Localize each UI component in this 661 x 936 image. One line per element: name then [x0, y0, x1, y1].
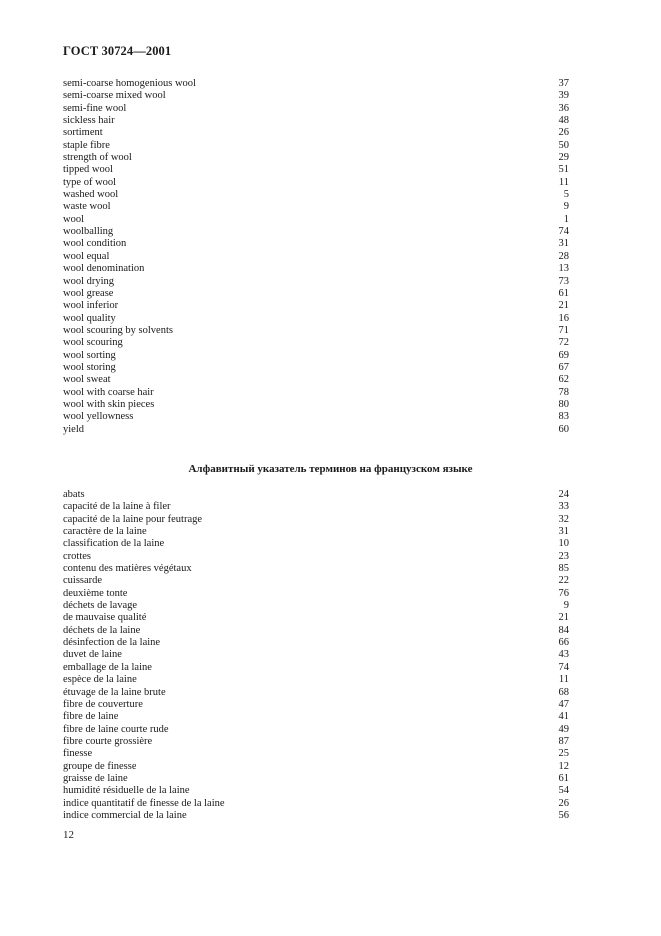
index-entry	[63, 798, 569, 810]
index-term: wool grease	[63, 287, 114, 299]
index-entry	[63, 588, 569, 600]
index-entry	[63, 201, 569, 213]
index-entry	[63, 687, 569, 699]
index-page-ref: 61	[558, 772, 569, 784]
index-term: indice commercial de la laine	[63, 809, 187, 821]
index-entry	[63, 489, 569, 501]
index-entry	[63, 276, 569, 288]
index-entry	[63, 637, 569, 649]
index-page-ref: 62	[558, 374, 569, 386]
index-entry	[63, 177, 569, 189]
index-term: wool condition	[63, 238, 127, 250]
index-term: yield	[63, 423, 84, 435]
index-term: type of wool	[63, 176, 117, 188]
index-entry	[63, 773, 569, 785]
index-entry	[63, 551, 569, 563]
index-term: crottes	[63, 550, 91, 562]
index-entry	[63, 313, 569, 325]
index-entry	[63, 140, 569, 152]
index-page-ref: 47	[558, 698, 569, 710]
index-entry	[63, 411, 569, 423]
index-term: wool sweat	[63, 374, 111, 386]
index-term: humidité résiduelle de la laine	[63, 785, 190, 797]
index-page-ref: 1	[563, 213, 569, 225]
index-page-ref: 68	[558, 686, 569, 698]
index-page-ref: 11	[558, 176, 569, 188]
index-page-ref: 37	[558, 78, 569, 89]
index-page-ref: 74	[558, 226, 569, 238]
index-term: duvet de laine	[63, 649, 122, 661]
index-page-ref: 39	[558, 90, 569, 102]
index-entry	[63, 724, 569, 736]
index-page-ref: 85	[558, 563, 569, 575]
index-term: classification de la laine	[63, 538, 165, 550]
index-term: wool inferior	[63, 300, 119, 312]
index-term: wool quality	[63, 312, 116, 324]
index-entry	[63, 164, 569, 176]
index-entry	[63, 674, 569, 686]
index-term: wool scouring by solvents	[63, 324, 173, 336]
index-entry	[63, 514, 569, 526]
index-page-ref: 84	[558, 624, 569, 636]
index-term: fibre de laine courte rude	[63, 723, 169, 735]
index-entry	[63, 785, 569, 797]
index-entry	[63, 387, 569, 399]
index-entry	[63, 711, 569, 723]
index-entry	[63, 325, 569, 337]
index-entry	[63, 538, 569, 550]
index-page-ref: 9	[563, 201, 569, 213]
index-entry	[63, 337, 569, 349]
index-term: étuvage de la laine brute	[63, 686, 166, 698]
index-page-ref: 23	[558, 550, 569, 562]
index-entry	[63, 103, 569, 115]
index-page-ref: 29	[558, 152, 569, 164]
index-page-ref: 25	[558, 748, 569, 760]
index-page-ref: 54	[558, 785, 569, 797]
index-entry	[63, 625, 569, 637]
index-entry	[63, 362, 569, 374]
index-term: wool storing	[63, 361, 116, 373]
index-page-ref: 33	[558, 501, 569, 513]
index-page-ref: 26	[558, 797, 569, 809]
index-term: abats	[63, 489, 85, 500]
index-term: wool with coarse hair	[63, 386, 154, 398]
index-term: sortiment	[63, 127, 103, 139]
index-page-ref: 72	[558, 337, 569, 349]
index-page-ref: 69	[558, 349, 569, 361]
index-term: capacité de la laine pour feutrage	[63, 513, 203, 525]
index-page-ref: 12	[558, 760, 569, 772]
index-entry	[63, 612, 569, 624]
index-page-ref: 71	[558, 324, 569, 336]
index-term: finesse	[63, 748, 93, 760]
index-term: cuissarde	[63, 575, 103, 587]
index-page-ref: 13	[558, 263, 569, 275]
index-entry	[63, 189, 569, 201]
index-page-ref: 48	[558, 115, 569, 127]
index-term: semi-coarse homogenious wool	[63, 78, 196, 89]
index-entry	[63, 226, 569, 238]
index-entry	[63, 214, 569, 226]
index-entry	[63, 263, 569, 275]
index-entry	[63, 374, 569, 386]
index-page-ref: 36	[558, 102, 569, 114]
index-page-ref: 50	[558, 139, 569, 151]
index-term: groupe de finesse	[63, 760, 137, 772]
index-term: fibre de couverture	[63, 698, 143, 710]
english-term-index	[63, 78, 569, 436]
index-term: de mauvaise qualité	[63, 612, 147, 624]
index-term: contenu des matières végétaux	[63, 563, 192, 575]
index-term: wool scouring	[63, 337, 123, 349]
index-term: washed wool	[63, 189, 119, 201]
index-term: déchets de la laine	[63, 624, 141, 636]
index-page-ref: 26	[558, 127, 569, 139]
index-entry	[63, 600, 569, 612]
index-term: espèce de la laine	[63, 674, 137, 686]
index-entry	[63, 424, 569, 436]
index-entry	[63, 300, 569, 312]
index-page-ref: 21	[558, 612, 569, 624]
index-entry	[63, 810, 569, 822]
index-entry	[63, 649, 569, 661]
index-page-ref: 24	[558, 489, 569, 500]
index-term: graisse de laine	[63, 772, 128, 784]
index-entry	[63, 736, 569, 748]
index-entry	[63, 350, 569, 362]
index-term: fibre courte grossière	[63, 735, 153, 747]
index-term: capacité de la laine à filer	[63, 501, 171, 513]
index-term: waste wool	[63, 201, 111, 213]
index-term: wool equal	[63, 250, 110, 262]
french-index-title: Алфавитный указатель терминов на французском языке	[188, 463, 473, 475]
index-page-ref: 43	[558, 649, 569, 661]
index-term: semi-coarse mixed wool	[63, 90, 166, 102]
index-term: déchets de lavage	[63, 600, 138, 612]
index-page-ref: 5	[563, 189, 569, 201]
index-entry	[63, 399, 569, 411]
index-page-ref: 66	[558, 637, 569, 649]
index-page-ref: 11	[558, 674, 569, 686]
index-page-ref: 76	[558, 587, 569, 599]
index-page-ref: 60	[558, 423, 569, 435]
index-page-ref: 9	[563, 600, 569, 612]
index-term: fibre de laine	[63, 711, 119, 723]
index-entry	[63, 288, 569, 300]
index-page-ref: 16	[558, 312, 569, 324]
index-page-ref: 22	[558, 575, 569, 587]
index-entry	[63, 748, 569, 760]
index-entry	[63, 699, 569, 711]
index-entry	[63, 251, 569, 263]
index-term: semi-fine wool	[63, 102, 127, 114]
french-term-index	[63, 489, 569, 822]
index-page-ref: 80	[558, 398, 569, 410]
index-entry	[63, 501, 569, 513]
index-page-ref: 49	[558, 723, 569, 735]
index-page-ref: 28	[558, 250, 569, 262]
index-page-ref: 78	[558, 386, 569, 398]
index-entry	[63, 662, 569, 674]
index-entry	[63, 152, 569, 164]
index-term: caractère de la laine	[63, 526, 147, 538]
index-page-ref: 61	[558, 287, 569, 299]
index-term: strength of wool	[63, 152, 132, 164]
index-term: deuxième tonte	[63, 587, 128, 599]
index-term: wool	[63, 213, 84, 225]
index-entry	[63, 761, 569, 773]
index-term: emballage de la laine	[63, 661, 152, 673]
index-term: wool drying	[63, 275, 115, 287]
index-page-ref: 51	[558, 164, 569, 176]
index-entry	[63, 238, 569, 250]
index-term: staple fibre	[63, 139, 110, 151]
index-page-ref: 21	[558, 300, 569, 312]
index-term: indice quantitatif de finesse de la laine	[63, 797, 225, 809]
index-term: wool with skin pieces	[63, 398, 155, 410]
index-entry	[63, 90, 569, 102]
index-page-ref: 31	[558, 526, 569, 538]
index-page-ref: 41	[558, 711, 569, 723]
index-page-ref: 10	[558, 538, 569, 550]
index-term: tipped wool	[63, 164, 113, 176]
index-page-ref: 56	[558, 809, 569, 821]
index-page-ref: 32	[558, 513, 569, 525]
index-entry	[63, 127, 569, 139]
index-term: woolballing	[63, 226, 114, 238]
index-page-ref: 83	[558, 411, 569, 423]
index-entry	[63, 115, 569, 127]
index-page-ref: 87	[558, 735, 569, 747]
index-entry	[63, 563, 569, 575]
index-term: désinfection de la laine	[63, 637, 161, 649]
index-page-ref: 74	[558, 661, 569, 673]
index-entry	[63, 78, 569, 90]
page-number: 12	[63, 829, 74, 841]
document-header: ГОСТ 30724—2001	[63, 44, 172, 58]
index-term: wool denomination	[63, 263, 145, 275]
index-page-ref: 31	[558, 238, 569, 250]
index-page-ref: 73	[558, 275, 569, 287]
index-entry	[63, 526, 569, 538]
index-entry	[63, 575, 569, 587]
index-term: wool sorting	[63, 349, 116, 361]
index-term: wool yellowness	[63, 411, 134, 423]
index-term: sickless hair	[63, 115, 115, 127]
index-page-ref: 67	[558, 361, 569, 373]
